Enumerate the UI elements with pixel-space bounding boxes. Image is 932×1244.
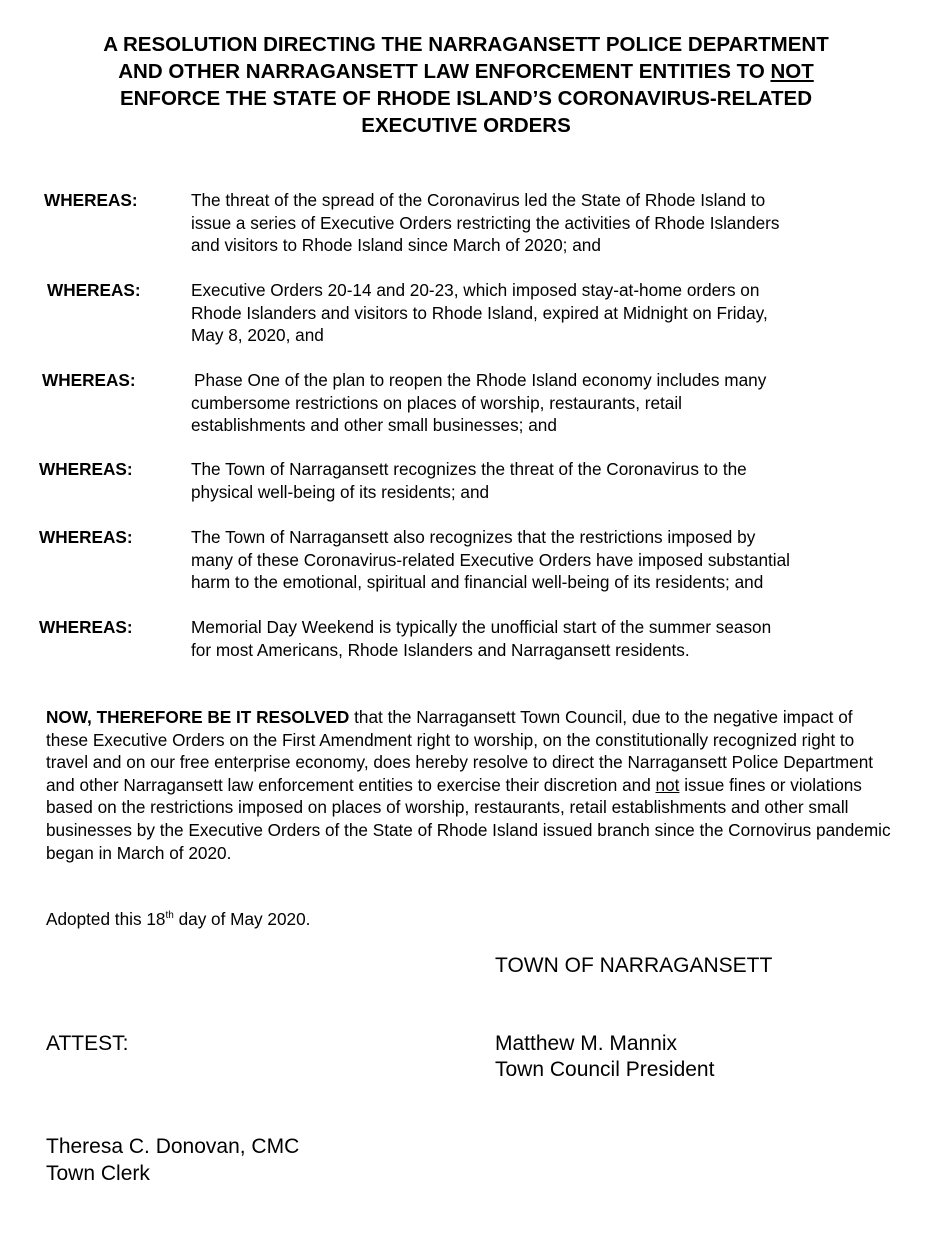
title-line-2-text: AND OTHER NARRAGANSETT LAW ENFORCEMENT ENTITIES TO: [118, 60, 771, 83]
whereas-line: many of these Coronavirus-related Executive Orders have imposed substantial: [191, 549, 790, 570]
whereas-text: [191, 616, 891, 661]
title-not-underlined: NOT: [770, 60, 814, 83]
whereas-line: for most Americans, Rhode Islanders and Narragansett residents.: [191, 639, 690, 660]
title-line-1: A RESOLUTION DIRECTING THE NARRAGANSETT POLICE DEPARTMENT: [103, 33, 829, 56]
president-title: Town Council President: [495, 1058, 715, 1081]
attest-label: ATTEST:: [46, 1032, 129, 1055]
whereas-line: harm to the emotional, spiritual and financial well-being of its residents; and: [191, 572, 764, 592]
title-line-3: ENFORCE THE STATE OF RHODE ISLAND’S CORONAVIRUS-RELATED: [119, 87, 813, 110]
resolved-not-underlined: not: [655, 774, 680, 795]
whereas-line: Phase One of the plan to reopen the Rhode Island economy includes many: [194, 370, 767, 390]
whereas-line: Memorial Day Weekend is typically the unofficial start of the summer season: [191, 617, 772, 637]
clerk-name: Theresa C. Donovan, CMC: [46, 1135, 300, 1158]
whereas-text: [191, 458, 891, 503]
resolved-text-part-1: that the Narragansett Town Council, due to the negative impact of these Executive Orders on the First Amendment right to worship, on the constitutionally recognized right to travel and on our free enterprise economy, does hereby resolve to direct the Narragansett Police Department and other Narragansett law enforcement entities to exercise their discretion and: [46, 707, 874, 795]
clerk-title: Town Clerk: [46, 1162, 150, 1185]
whereas-line: issue a series of Executive Orders restricting the activities of Rhode Islanders: [191, 212, 780, 233]
title-line-4: EXECUTIVE ORDERS: [361, 114, 571, 137]
whereas-text: [191, 279, 891, 347]
whereas-line: and visitors to Rhode Island since March of 2020; and: [191, 235, 601, 255]
adopted-ordinal-suffix: th: [165, 910, 174, 921]
town-name: TOWN OF NARRAGANSETT: [495, 954, 773, 977]
resolved-paragraph: [46, 706, 896, 864]
president-name: Matthew M. Mannix: [495, 1032, 678, 1055]
whereas-line: The Town of Narragansett also recognizes that the restrictions imposed by: [191, 527, 756, 547]
resolution-title: [40, 31, 892, 139]
whereas-label: WHEREAS:: [47, 280, 141, 300]
whereas-label: WHEREAS:: [42, 370, 136, 390]
whereas-label: WHEREAS:: [39, 527, 133, 547]
whereas-line: Executive Orders 20-14 and 20-23, which imposed stay-at-home orders on: [191, 280, 760, 300]
whereas-line: physical well-being of its residents; and: [191, 481, 490, 502]
whereas-label: WHEREAS:: [44, 190, 138, 210]
whereas-line: The threat of the spread of the Coronavirus led the State of Rhode Island to: [191, 190, 766, 210]
whereas-line: Rhode Islanders and visitors to Rhode Island, expired at Midnight on Friday,: [191, 302, 768, 323]
whereas-text: [191, 369, 891, 437]
adopted-date: [46, 908, 310, 930]
resolved-text-part-2: issue fines or violations based on the restrictions imposed on places of worship, restaurants, retail establishments and other small businesses by the Executive Orders of the State of Rhode Island issued branch since the Cornovirus pandemic began in March of 2020.: [46, 774, 891, 863]
whereas-line: establishments and other small businesses; and: [191, 415, 557, 435]
adopted-prefix: Adopted this 18: [46, 909, 166, 929]
resolved-lead: NOW, THEREFORE BE IT RESOLVED: [46, 707, 350, 727]
whereas-line: The Town of Narragansett recognizes the threat of the Coronavirus to the: [191, 459, 747, 479]
title-line-2: [40, 58, 892, 85]
whereas-text: [191, 526, 891, 594]
whereas-label: WHEREAS:: [39, 617, 133, 637]
whereas-text: [191, 189, 891, 257]
whereas-label: WHEREAS:: [39, 459, 133, 479]
whereas-line: May 8, 2020, and: [191, 325, 324, 345]
adopted-rest: day of May 2020.: [173, 909, 311, 929]
whereas-line: cumbersome restrictions on places of worship, restaurants, retail: [191, 392, 683, 413]
